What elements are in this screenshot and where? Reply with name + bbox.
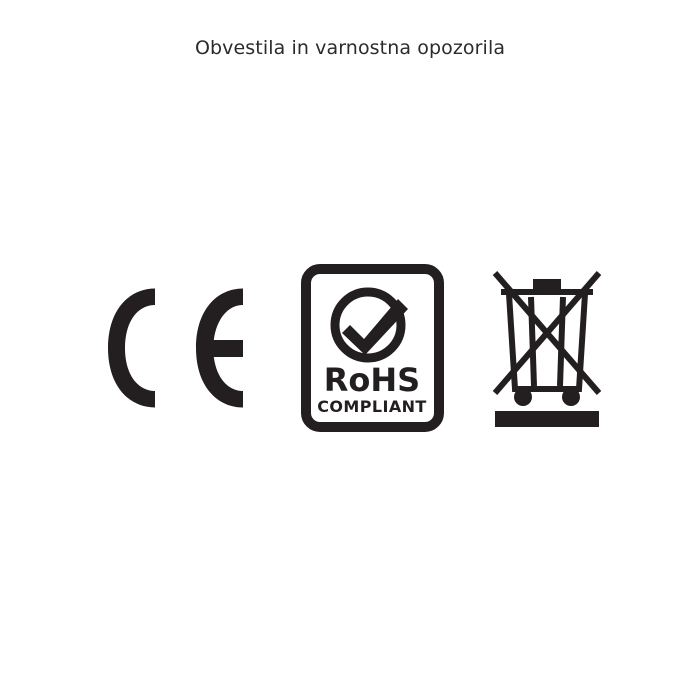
rohs-symbol-sublabel — [300, 433, 301, 434]
rohs-compliant-text: COMPLIANT — [317, 396, 427, 416]
rohs-symbol-label — [300, 433, 301, 434]
page-title: Obvestila in varnostna opozorila — [194, 36, 506, 59]
rohs-symbol — [300, 263, 445, 433]
weee-symbol — [487, 263, 607, 433]
weee-crossed-out-wheelie-bin-icon — [487, 263, 607, 433]
compliance-symbol-row — [0, 255, 700, 440]
weee-symbol-label — [487, 433, 488, 434]
rohs-text: RoHS — [323, 360, 421, 399]
ce-conformity-icon — [93, 278, 258, 418]
ce-symbol-label — [93, 418, 94, 419]
ce-symbol — [93, 278, 258, 418]
rohs-compliant-icon — [300, 263, 445, 433]
